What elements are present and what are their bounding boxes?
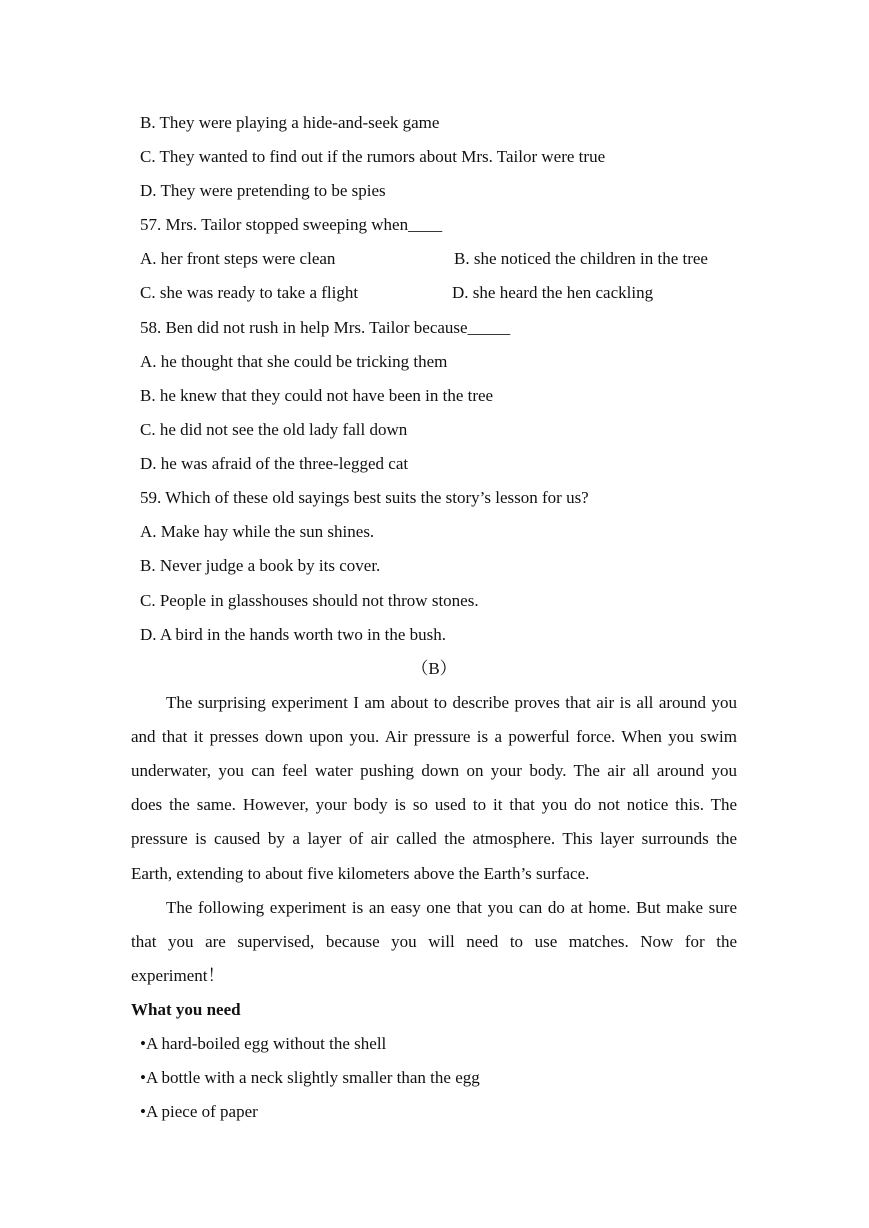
q58-option-c: C. he did not see the old lady fall down — [140, 420, 408, 439]
q56-option-b: B. They were playing a hide-and-seek game — [140, 113, 440, 132]
q57-option-a: A. her front steps were clean — [140, 249, 336, 268]
q58-stem: 58. Ben did not rush in help Mrs. Tailor because_____ — [140, 318, 511, 337]
q59-option-b: B. Never judge a book by its cover. — [140, 556, 381, 575]
paragraph-line: does the same. However, your body is so used to it that you do not notice this. The — [131, 795, 737, 814]
section-heading: （B） — [411, 659, 457, 678]
list-item: •A piece of paper — [140, 1102, 258, 1121]
what-you-need-heading: What you need — [131, 1000, 241, 1019]
q56-option-c: C. They wanted to find out if the rumors about Mrs. Tailor were true — [140, 147, 606, 166]
q57-option-d: D. she heard the hen cackling — [452, 283, 654, 302]
paragraph-line: The following experiment is an easy one that you can do at home. But make sure — [166, 898, 737, 917]
paragraph-line: The surprising experiment I am about to describe proves that air is all around you — [166, 693, 737, 712]
paragraph-line: underwater, you can feel water pushing down on your body. The air all around you — [131, 761, 737, 780]
list-item: •A bottle with a neck slightly smaller than the egg — [140, 1068, 480, 1087]
q59-option-d: D. A bird in the hands worth two in the bush. — [140, 625, 446, 644]
q59-option-a: A. Make hay while the sun shines. — [140, 522, 375, 541]
q58-option-a: A. he thought that she could be tricking them — [140, 352, 448, 371]
paragraph-line: Earth, extending to about five kilometers above the Earth’s surface. — [131, 864, 590, 883]
q56-option-d: D. They were pretending to be spies — [140, 181, 386, 200]
paragraph-line: and that it presses down upon you. Air pressure is a powerful force. When you swim — [131, 727, 737, 746]
q57-option-c: C. she was ready to take a flight — [140, 283, 359, 302]
q59-option-c: C. People in glasshouses should not throw stones. — [140, 591, 479, 610]
q58-option-d: D. he was afraid of the three-legged cat — [140, 454, 409, 473]
paragraph-line: that you are supervised, because you will need to use matches. Now for the — [131, 932, 737, 951]
list-item: •A hard-boiled egg without the shell — [140, 1034, 387, 1053]
q57-stem: 57. Mrs. Tailor stopped sweeping when____ — [140, 215, 443, 234]
paragraph-line: pressure is caused by a layer of air called the atmosphere. This layer surrounds the — [131, 829, 737, 848]
q57-option-b: B. she noticed the children in the tree — [454, 249, 708, 268]
q59-stem: 59. Which of these old sayings best suits the story’s lesson for us? — [140, 488, 589, 507]
paragraph-line: experiment！ — [131, 966, 225, 985]
q58-option-b: B. he knew that they could not have been in the tree — [140, 386, 494, 405]
